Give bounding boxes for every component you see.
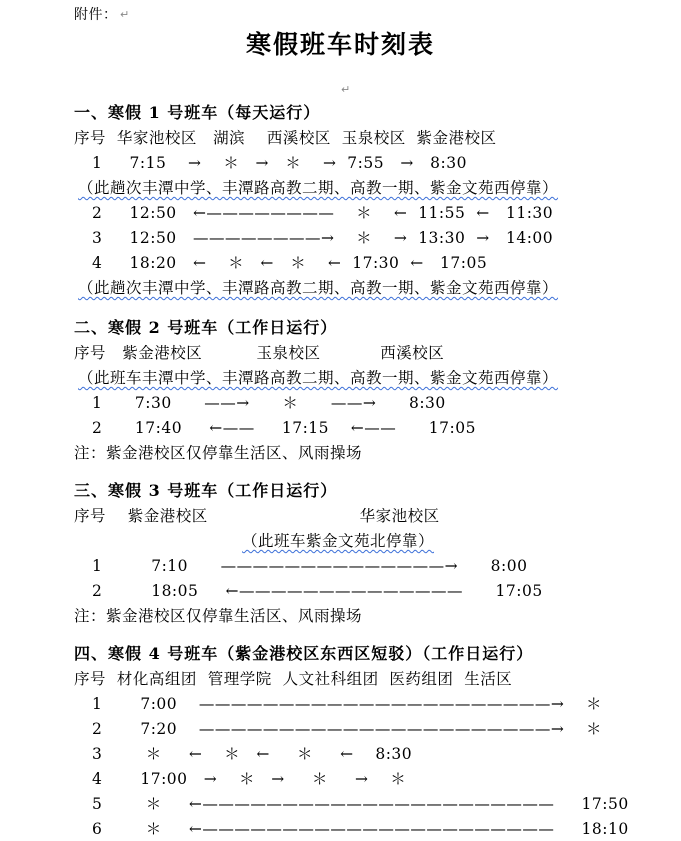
section-3-remark: 注：紫金港校区仅停靠生活区、风雨操场 xyxy=(74,607,363,625)
attachment-label: 附件： xyxy=(74,7,118,23)
section-2-header: 序号 紫金港校区 玉泉校区 西溪校区 xyxy=(74,344,445,362)
section-3-header: 序号 紫金港校区 华家池校区 xyxy=(74,507,440,525)
section-1-row-4: 4 18:20 ← ＊ ← ＊ ← 17:30 ← 17:05 xyxy=(92,254,488,272)
paragraph-mark-icon: ↵ xyxy=(120,8,130,21)
section-2-row-2: 2 17:40 ←—— 17:15 ←—— 17:05 xyxy=(92,419,476,437)
section-4-header: 序号 材化高组团 管理学院 人文社科组团 医药组团 生活区 xyxy=(74,670,513,688)
section-1-row-2: 2 12:50 ←———————— ＊ ← 11:55 ← 11:30 xyxy=(92,204,554,222)
section-3-row-1: 1 7:10 ——————————————→ 8:00 xyxy=(92,557,528,575)
section-1-row-3: 3 12:50 ————————→ ＊ → 13:30 → 14:00 xyxy=(92,229,554,247)
page-title: 寒假班车时刻表 xyxy=(245,30,435,59)
section-4-row-3: 3 ＊ ← ＊ ← ＊ ← 8:30 xyxy=(92,745,413,763)
section-3-row-2: 2 18:05 ←—————————————— 17:05 xyxy=(92,582,543,600)
section-2-heading: 二、寒假 2 号班车（工作日运行） xyxy=(74,318,338,337)
section-1-header: 序号 华家池校区 湖滨 西溪校区 玉泉校区 紫金港校区 xyxy=(74,129,497,147)
section-4-row-6: 6 ＊ ←—————————————————————— 18:10 xyxy=(92,820,629,838)
section-2-note: （此班车丰潭中学、丰潭路高教二期、高教一期、紫金文苑西停靠） xyxy=(78,369,559,387)
section-1-heading: 一、寒假 1 号班车（每天运行） xyxy=(74,103,321,122)
section-4-row-4: 4 17:00 → ＊ → ＊ → ＊ xyxy=(92,770,407,788)
section-1-row-1: 1 7:15 → ＊ → ＊ → 7:55 → 8:30 xyxy=(92,154,467,172)
section-4-row-2: 2 7:20 ——————————————————————→ ＊ xyxy=(92,720,603,738)
section-2-row-1: 1 7:30 ——→ ＊ ——→ 8:30 xyxy=(92,394,446,412)
section-4-row-5: 5 ＊ ←—————————————————————— 17:50 xyxy=(92,795,629,813)
section-4-row-1: 1 7:00 ——————————————————————→ ＊ xyxy=(92,695,603,713)
section-3-note: （此班车紫金文苑北停靠） xyxy=(242,532,435,550)
section-4-heading: 四、寒假 4 号班车（紫金港校区东西区短驳）（工作日运行） xyxy=(74,644,534,663)
section-1-note: （此趟次丰潭中学、丰潭路高教二期、高教一期、紫金文苑西停靠） xyxy=(78,179,559,197)
paragraph-mark-icon: ↵ xyxy=(341,83,351,96)
section-3-heading: 三、寒假 3 号班车（工作日运行） xyxy=(74,481,338,500)
section-1-note-2: （此趟次丰潭中学、丰潭路高教二期、高教一期、紫金文苑西停靠） xyxy=(78,279,559,297)
section-2-remark: 注：紫金港校区仅停靠生活区、风雨操场 xyxy=(74,444,363,462)
